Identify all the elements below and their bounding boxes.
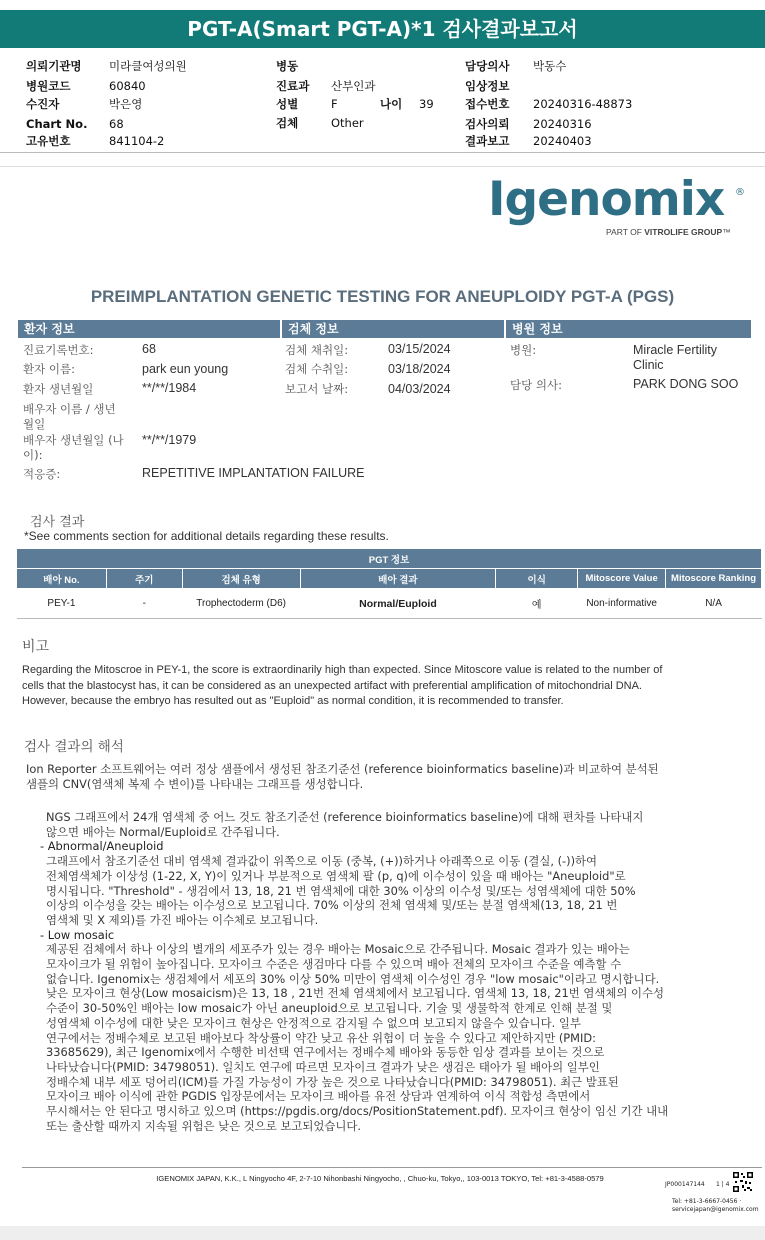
specimen-value-received: 03/18/2024: [388, 362, 451, 376]
patient-value-chart: 68: [142, 342, 156, 356]
header-divider-light: [0, 166, 765, 167]
remarks-line: However, because the embryo has resulted out as "Euploid" as normal condition, it is recommended to transfer.: [22, 695, 564, 707]
body-line: 이상의 이수성을 갖는 배아는 이수성으로 보고됩니다. 70% 이상의 전체 염색체 및/또는 분절 염색체(13, 18, 21 번: [46, 898, 618, 913]
header-col1-value-0: 미라클여성의원: [109, 59, 187, 73]
specimen-label-received: 검체 수취일:: [285, 362, 349, 376]
hospital-label-name: 병원:: [510, 343, 537, 357]
footer-page-number: 1 | 4: [716, 1181, 730, 1188]
interpretation-title: 검사 결과의 해석: [24, 739, 124, 755]
remarks-text: [22, 663, 752, 710]
patient-value-dob: **/**/1984: [142, 381, 197, 395]
hospital-label-doctor: 담당 의사:: [510, 378, 562, 392]
cell-mitoscore-ranking: N/A: [666, 589, 762, 619]
patient-label-chart: 진료기록번호:: [23, 343, 94, 357]
header-age-label: 나이: [380, 97, 403, 111]
header-col1-label-1: 병원코드: [26, 79, 71, 93]
body-line: NGS 그래프에서 24개 염색체 중 어느 것도 참조기준선 (reference bioinformatics baseline)에 대해 편차를 나타내지: [46, 810, 644, 824]
body-line: 무시해서는 안 된다고 명시하고 있으며 (https://pgdis.org/docs/PositionStatement.pdf). 모자이크 현상이 임신 기간 내내: [46, 1104, 669, 1119]
body-line: 그래프에서 참조기준선 대비 염색체 결과값이 위쪽으로 이동 (중복, (+))하거나 아래쪽으로 이동 (결실, (-))하여: [46, 854, 598, 869]
footer-contact: [672, 1198, 759, 1214]
intro-line: 샘플의 CNV(염색체 복제 수 변이)를 나타내는 그래프를 생성합니다.: [26, 776, 364, 791]
header-col1-value-1: 60840: [109, 79, 146, 93]
pgt-results-table: [16, 548, 762, 619]
header-col1-value-3: 68: [109, 117, 124, 131]
col-header-mitoscore-value: Mitoscore Value: [578, 569, 666, 589]
header-col3-value-2: 20240316-48873: [533, 97, 633, 111]
body-line: 연구에서는 정배수체로 보고된 배아보다 착상률이 약간 낮고 유산 위험이 더 높을 수 있다고 제안하지만 (PMID:: [46, 1030, 596, 1045]
body-subhead-aneuploid: - Abnormal/Aneuploid: [40, 839, 164, 854]
pgt-table-header-row: [17, 569, 762, 589]
header-col2-label-0: 병동: [276, 59, 299, 73]
section-hospital-info: 병원 정보: [506, 320, 751, 338]
cell-transfer: 예: [496, 589, 578, 619]
specimen-label-collected: 검체 채취일:: [285, 343, 349, 357]
body-line: 제공된 검체에서 하나 이상의 별개의 세포주가 있는 경우 배아는 Mosaic으로 간주됩니다. Mosaic 결과가 있는 배아는: [46, 942, 630, 957]
patient-label-indication: 적응증:: [23, 467, 61, 481]
body-line: 없습니다. Igenomix는 생검체에서 세포의 30% 이상 50% 미만이 염색체 이수성인 경우 "low mosaic"이라고 명시합니다.: [46, 971, 660, 986]
section-patient-info: 환자 정보: [18, 320, 280, 338]
header-col1-label-4: 고유번호: [26, 134, 71, 148]
body-line: 수준이 30-50%인 배아는 low mosaic가 아닌 aneuploid으로 보고됩니다. 기술 및 생물학적 한계로 인해 분절 및: [46, 1001, 613, 1016]
patient-label-spouse-dob: 배우자 생년월일 (나이):: [23, 433, 124, 462]
cell-embryo-result: Normal/Euploid: [300, 589, 496, 619]
header-col3-value-0: 박동수: [533, 59, 567, 73]
specimen-label-report-date: 보고서 날짜:: [285, 382, 349, 396]
header-divider: [0, 152, 765, 153]
interpretation-body: [40, 810, 669, 1133]
intro-line: Ion Reporter 소프트웨어는 여러 정상 샘플에서 생성된 참조기준선 (reference bioinformatics baseline)과 비교하여 분석된: [26, 762, 659, 776]
remarks-line: Regarding the Mitoscroe in PEY-1, the score is extraordinarily high than expected. Since Mitoscore value is related to the number of: [22, 664, 663, 676]
col-header-embryo-result: 배아 결과: [300, 569, 496, 589]
body-line: 나타났습니다(PMID: 34798051). 일치도 연구에 따르면 모자이크 결과가 낮은 생검은 태아가 될 배아의 일부인: [46, 1059, 600, 1074]
specimen-value-report-date: 04/03/2024: [388, 382, 451, 396]
header-col3-label-0: 담당의사: [465, 59, 510, 73]
col-header-specimen-type: 검체 유형: [182, 569, 300, 589]
body-line: 33685629), 최근 Igenomix에서 수행한 비선택 연구에서는 정배수체 배아와 동등한 임상 결과를 보이는 것으로: [46, 1045, 605, 1060]
body-line: 낮은 모자이크 현상(Low mosaicism)은 13, 18 , 21번 전체 염색체에서 보고됩니다. 염색체 13, 18, 21번 염색체의 이수성: [46, 986, 665, 1001]
header-col1-label-3: Chart No.: [26, 117, 88, 131]
remarks-title: 비고: [22, 639, 50, 655]
body-line: 또는 출산할 때까지 지속될 위험은 낮은 것으로 보고되었습니다.: [46, 1118, 362, 1133]
footer-email: servicejapan@igenomix.com: [672, 1206, 759, 1213]
patient-label-dob: 환자 생년월일: [23, 382, 94, 396]
patient-value-indication: REPETITIVE IMPLANTATION FAILURE: [142, 466, 365, 480]
body-line: 모자이크가 될 위험이 높아집니다. 모자이크 수준은 생검마다 다를 수 있으며 배아 전체의 모자이크 수준을 예측할 수: [46, 957, 622, 972]
header-col2-value-2: F: [331, 97, 338, 111]
header-col2-label-3: 검체: [276, 116, 299, 130]
col-header-embryo: 배아 No.: [17, 569, 107, 589]
specimen-value-collected: 03/15/2024: [388, 342, 451, 356]
header-col1-value-4: 841104-2: [109, 134, 165, 148]
footer-doc-code: JP000147144: [665, 1181, 705, 1188]
header-col2-value-1: 산부인과: [331, 79, 376, 93]
cell-specimen-type: Trophectoderm (D6): [182, 589, 300, 619]
bottom-band: [0, 1226, 765, 1240]
body-subhead-low-mosaic: - Low mosaic: [40, 927, 115, 942]
patient-value-spouse-dob: **/**/1979: [142, 433, 197, 447]
body-line: 정배수체 내부 세포 덩어리(ICM)를 가질 가능성이 가장 높은 것으로 나타났습니다(PMID: 34798051). 최근 발표된: [46, 1074, 619, 1089]
qr-code-icon: [733, 1172, 753, 1192]
igenomix-logo: Igenomix: [488, 172, 725, 227]
header-col1-label-0: 의뢰기관명: [26, 59, 82, 73]
header-col3-label-2: 접수번호: [465, 97, 510, 111]
hospital-value-doctor: PARK DONG SOO: [633, 377, 739, 391]
patient-value-name: park eun young: [142, 362, 229, 376]
table-row: [17, 589, 762, 619]
cell-mitoscore-value: Non-informative: [578, 589, 666, 619]
cell-cycle: -: [106, 589, 182, 619]
body-line: 않으면 배아는 Normal/Euploid로 간주됩니다.: [46, 824, 280, 839]
pgt-table-title: PGT 정보: [17, 549, 762, 569]
body-line: 모자이크 배아 이식에 관한 PGDIS 입장문에서는 모자이크 배아를 유전 상담과 연계하여 이식 적합성 측면에서: [46, 1089, 591, 1104]
section-specimen-info: 검체 정보: [282, 320, 504, 338]
body-line: 전체염색체가 이상성 (1-22, X, Y)이 있거나 부분적으로 염색체 팔 (p, q)에 이수성이 있을 때 배아는 "Aneuploid"로: [46, 868, 626, 883]
header-col3-label-4: 결과보고: [465, 134, 510, 148]
header-col1-value-2: 박은영: [109, 97, 143, 111]
col-header-cycle: 주기: [106, 569, 182, 589]
header-col2-label-2: 성별: [276, 97, 299, 111]
body-line: 성염색체 이수성에 대한 낮은 모자이크 현상은 안정적으로 감지될 수 없으며 보고되지 않을수 있습니다. 일부: [46, 1015, 581, 1030]
header-col2-value-3: Other: [331, 116, 364, 130]
results-note: *See comments section for additional details regarding these results.: [24, 529, 389, 543]
header-col3-label-1: 임상정보: [465, 79, 510, 93]
header-col1-label-2: 수진자: [26, 97, 60, 111]
report-title: PGT-A(Smart PGT-A)*1 검사결과보고서: [0, 10, 765, 48]
logo-subtitle: PART OF VITROLIFE GROUP™: [606, 227, 731, 237]
cell-embryo: PEY-1: [17, 589, 107, 619]
col-header-transfer: 이식: [496, 569, 578, 589]
main-title: PREIMPLANTATION GENETIC TESTING FOR ANEUPLOIDY PGT-A (PGS): [90, 287, 675, 306]
header-col3-label-3: 검사의뢰: [465, 117, 510, 131]
header-col3-value-4: 20240403: [533, 134, 592, 148]
patient-label-name: 환자 이름:: [23, 362, 75, 376]
body-line: 명시됩니다. "Threshold" - 생검에서 13, 18, 21 번 염색체에 대한 30% 이상의 이수성 및/또는 성염색체에 대한 50%: [46, 883, 636, 898]
results-title: 검사 결과: [30, 515, 85, 530]
pgt-table-title-row: [17, 549, 762, 569]
footer-phone: Tel: +81-3-6667-0456 ·: [672, 1198, 742, 1205]
header-col3-value-3: 20240316: [533, 117, 592, 131]
col-header-mitoscore-ranking: Mitoscore Ranking: [666, 569, 762, 589]
footer-address: IGENOMIX JAPAN, K.K., L Ningyocho 4F, 2-7-10 Nihonbashi Ningyocho, , Chuo-ku, Tokyo,, 103-0013 TOKYO, Tel: +81-3-4588-0579: [156, 1174, 604, 1183]
header-age-value: 39: [419, 97, 434, 111]
interpretation-intro: [26, 762, 659, 791]
body-line: 염색체 및 X 제외)를 가진 배아는 이수체로 보고됩니다.: [46, 912, 319, 927]
remarks-line: cells that the blastocyst has, it can be considered as an unexpected artifact with preferential amplification of mitochondrial DNA.: [22, 679, 642, 692]
header-col2-label-1: 진료과: [276, 79, 310, 93]
hospital-value-name: Miracle Fertility Clinic: [633, 343, 718, 372]
footer-divider: [22, 1167, 762, 1168]
patient-label-spouse-name: 배우자 이름 / 생년월일: [23, 402, 116, 431]
logo-registered-mark: ®: [735, 187, 745, 198]
